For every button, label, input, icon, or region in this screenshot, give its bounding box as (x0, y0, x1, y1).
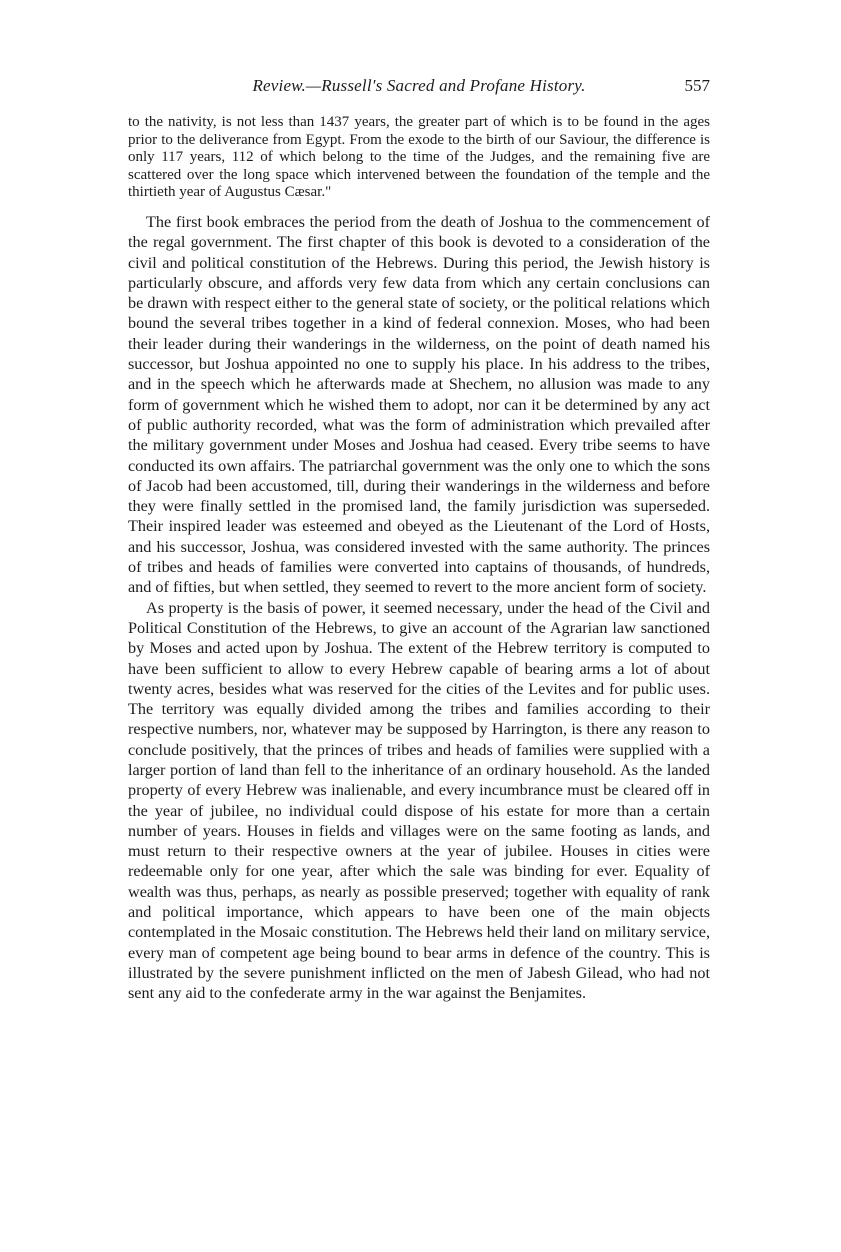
body-paragraph: The first book embraces the period from the death of Joshua to the commencement of the regal government. The first chapter of this book is devoted to a consideration of the civil and political constitution of the Hebrews. During this period, the Jewish history is particularly obscure, and affords very few data from which any certain conclusions can be drawn with respect either to the general state of society, or the political relations which bound the several tribes together in a kind of federal connexion. Moses, who had been their leader during their wanderings in the wilderness, on the point of death named his successor, but Joshua appointed no one to supply his place. In his address to the tribes, and in the speech which he afterwards made at Shechem, no allusion was made to any form of government which he wished them to adopt, nor can it be determined by any act of public authority recorded, what was the form of administration which prevailed after the military government under Moses and Joshua had ceased. Every tribe seems to have conducted its own affairs. The patriarchal government was the only one to which the sons of Jacob had been accustomed, till, during their wanderings in the wilderness and before they were finally settled in the promised land, the family jurisdiction was superseded. Their inspired leader was esteemed and obeyed as the Lieutenant of the Lord of Hosts, and his successor, Joshua, was considered invested with the same authority. The princes of tribes and heads of families were converted into captains of thousands, of hundreds, and of fifties, but when settled, they seemed to revert to the more ancient form of society. (128, 212, 710, 597)
quote-continuation-paragraph: to the nativity, is not less than 1437 years, the greater part of which is to be found in the ages prior to the deliverance from Egypt. From the exode to the birth of our Saviour, the difference is only 117 years, 112 of which belong to the time of the Judges, and the remaining five are scattered over the long space which intervened between the foundation of the temple and the thirtieth year of Augustus Cæsar." (128, 114, 710, 201)
body-text (128, 114, 710, 1004)
paragraph-gap (128, 202, 710, 212)
body-paragraph: As property is the basis of power, it seemed necessary, under the head of the Civil and Political Constitution of the Hebrews, to give an account of the Agrarian law sanctioned by Moses and acted upon by Joshua. The extent of the Hebrew territory is computed to have been sufficient to allow to every Hebrew capable of bearing arms a lot of about twenty acres, besides what was reserved for the cities of the Levites and for public uses. The territory was equally divided among the tribes and families according to their respective numbers, nor, whatever may be supposed by Harrington, is there any reason to conclude positively, that the princes of tribes and heads of families were supplied with a larger portion of land than fell to the inheritance of an ordinary household. As the landed property of every Hebrew was inalienable, and every incumbrance must be cleared off in the year of jubilee, no individual could dispose of his estate for more than a certain number of years. Houses in fields and villages were on the same footing as lands, and must return to their respective owners at the year of jubilee. Houses in cities were redeemable only for one year, after which the sale was binding for ever. Equality of wealth was thus, perhaps, as nearly as possible preserved; together with equality of rank and political importance, which appears to have been one of the main objects contemplated in the Mosaic constitution. The Hebrews held their land on military service, every man of competent age being bound to bear arms in defence of the country. This is illustrated by the severe punishment inflicted on the men of Jabesh Gilead, who had not sent any aid to the confederate army in the war against the Benjamites. (128, 598, 710, 1003)
running-head (128, 76, 710, 104)
running-title: Review.—Russell's Sacred and Profane History. (252, 76, 586, 95)
page-number: 557 (684, 76, 710, 95)
